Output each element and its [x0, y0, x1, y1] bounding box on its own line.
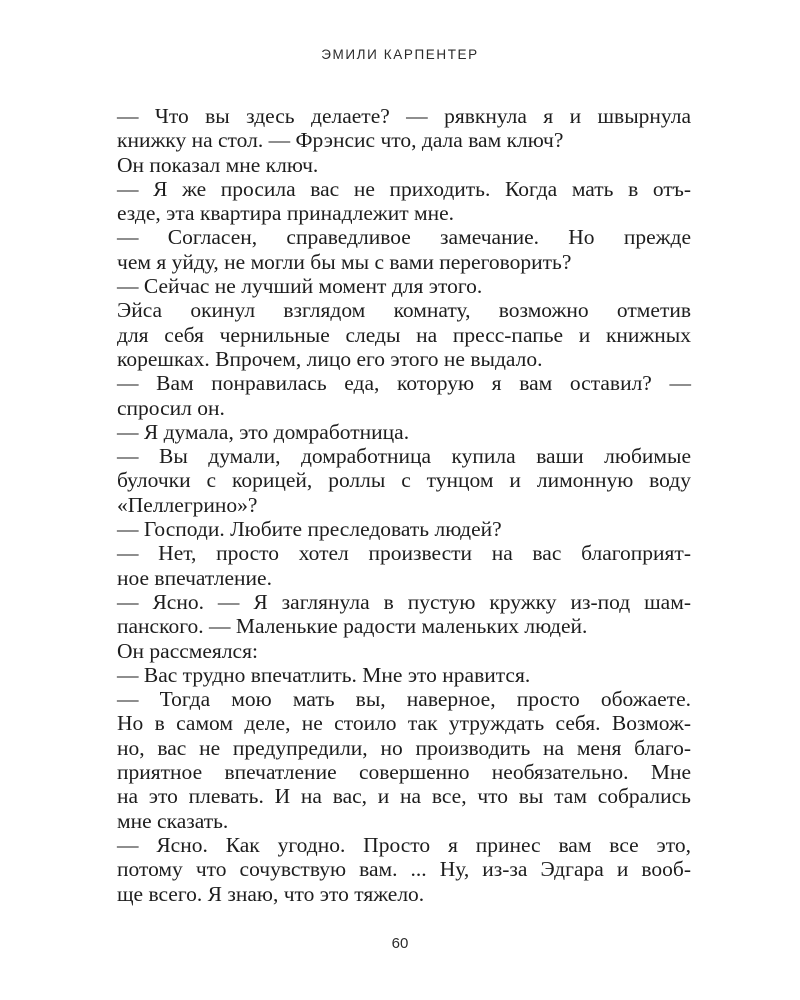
text-line: езде, эта квартира принадлежит мне. — [117, 201, 455, 226]
text-line: Он рассмеялся: — [117, 638, 258, 663]
text-line: спросил он. — [117, 395, 225, 420]
text-line: Он показал мне ключ. — [117, 152, 319, 177]
text-line: Эйса окинул взглядом комнату, возможно отметив — [117, 298, 691, 323]
text-line: ще всего. Я знаю, что это тяжело. — [117, 881, 425, 906]
text-line: булочки с корицей, роллы с тунцом и лимонную воду — [117, 468, 691, 493]
text-line: — Нет, просто хотел произвести на вас благоприят- — [117, 541, 691, 566]
text-line: — Сейчас не лучший момент для этого. — [117, 274, 483, 299]
text-line: чем я уйду, не могли бы мы с вами переговорить? — [117, 249, 572, 274]
text-line: для себя чернильные следы на пресс-папье и книжных — [117, 322, 691, 347]
text-line: — Господи. Любите преследовать людей? — [117, 517, 502, 542]
text-line: потому что сочувствую вам. ... Ну, из-за Эдгара и вооб- — [117, 857, 691, 882]
text-line: книжку на стол. — Фрэнсис что, дала вам ключ? — [117, 128, 564, 153]
text-line: — Я думала, это домработница. — [117, 419, 410, 444]
text-line: — Согласен, справедливое замечание. Но прежде — [117, 225, 691, 250]
text-line: — Ясно. — Я заглянула в пустую кружку из-под шам- — [117, 589, 691, 614]
text-line: — Ясно. Как угодно. Просто я принес вам все это, — [117, 832, 691, 857]
text-line: на это плевать. И на вас, и на все, что вы там собрались — [117, 784, 691, 809]
text-line: ное впечатление. — [117, 565, 272, 590]
text-line: приятное впечатление совершенно необязательно. Мне — [117, 760, 691, 785]
text-line: корешках. Впрочем, лицо его этого не выдало. — [117, 346, 543, 371]
text-line: мне сказать. — [117, 808, 229, 833]
text-line: — Вам понравилась еда, которую я вам оставил? — — [117, 371, 691, 396]
text-line: — Что вы здесь делаете? — рявкнула я и швырнула — [117, 104, 691, 128]
page-number: 60 — [391, 935, 409, 952]
body-text — [117, 104, 691, 906]
text-line: но, вас не предупредили, но производить на меня благо- — [117, 735, 691, 760]
text-line: — Тогда мою мать вы, наверное, просто обожаете. — [117, 687, 691, 712]
text-line: — Вас трудно впечатлить. Мне это нравится. — [117, 662, 531, 687]
text-line: «Пеллегрино»? — [117, 492, 258, 517]
text-line: Но в самом деле, не стоило так утруждать себя. Возмож- — [117, 711, 691, 736]
text-line: — Вы думали, домработница купила ваши любимые — [117, 444, 691, 469]
text-line: — Я же просила вас не приходить. Когда мать в отъ- — [117, 176, 691, 201]
running-header-author: ЭМИЛИ КАРПЕНТЕР — [321, 47, 479, 62]
text-line: панского. — Маленькие радости маленьких людей. — [117, 614, 588, 639]
